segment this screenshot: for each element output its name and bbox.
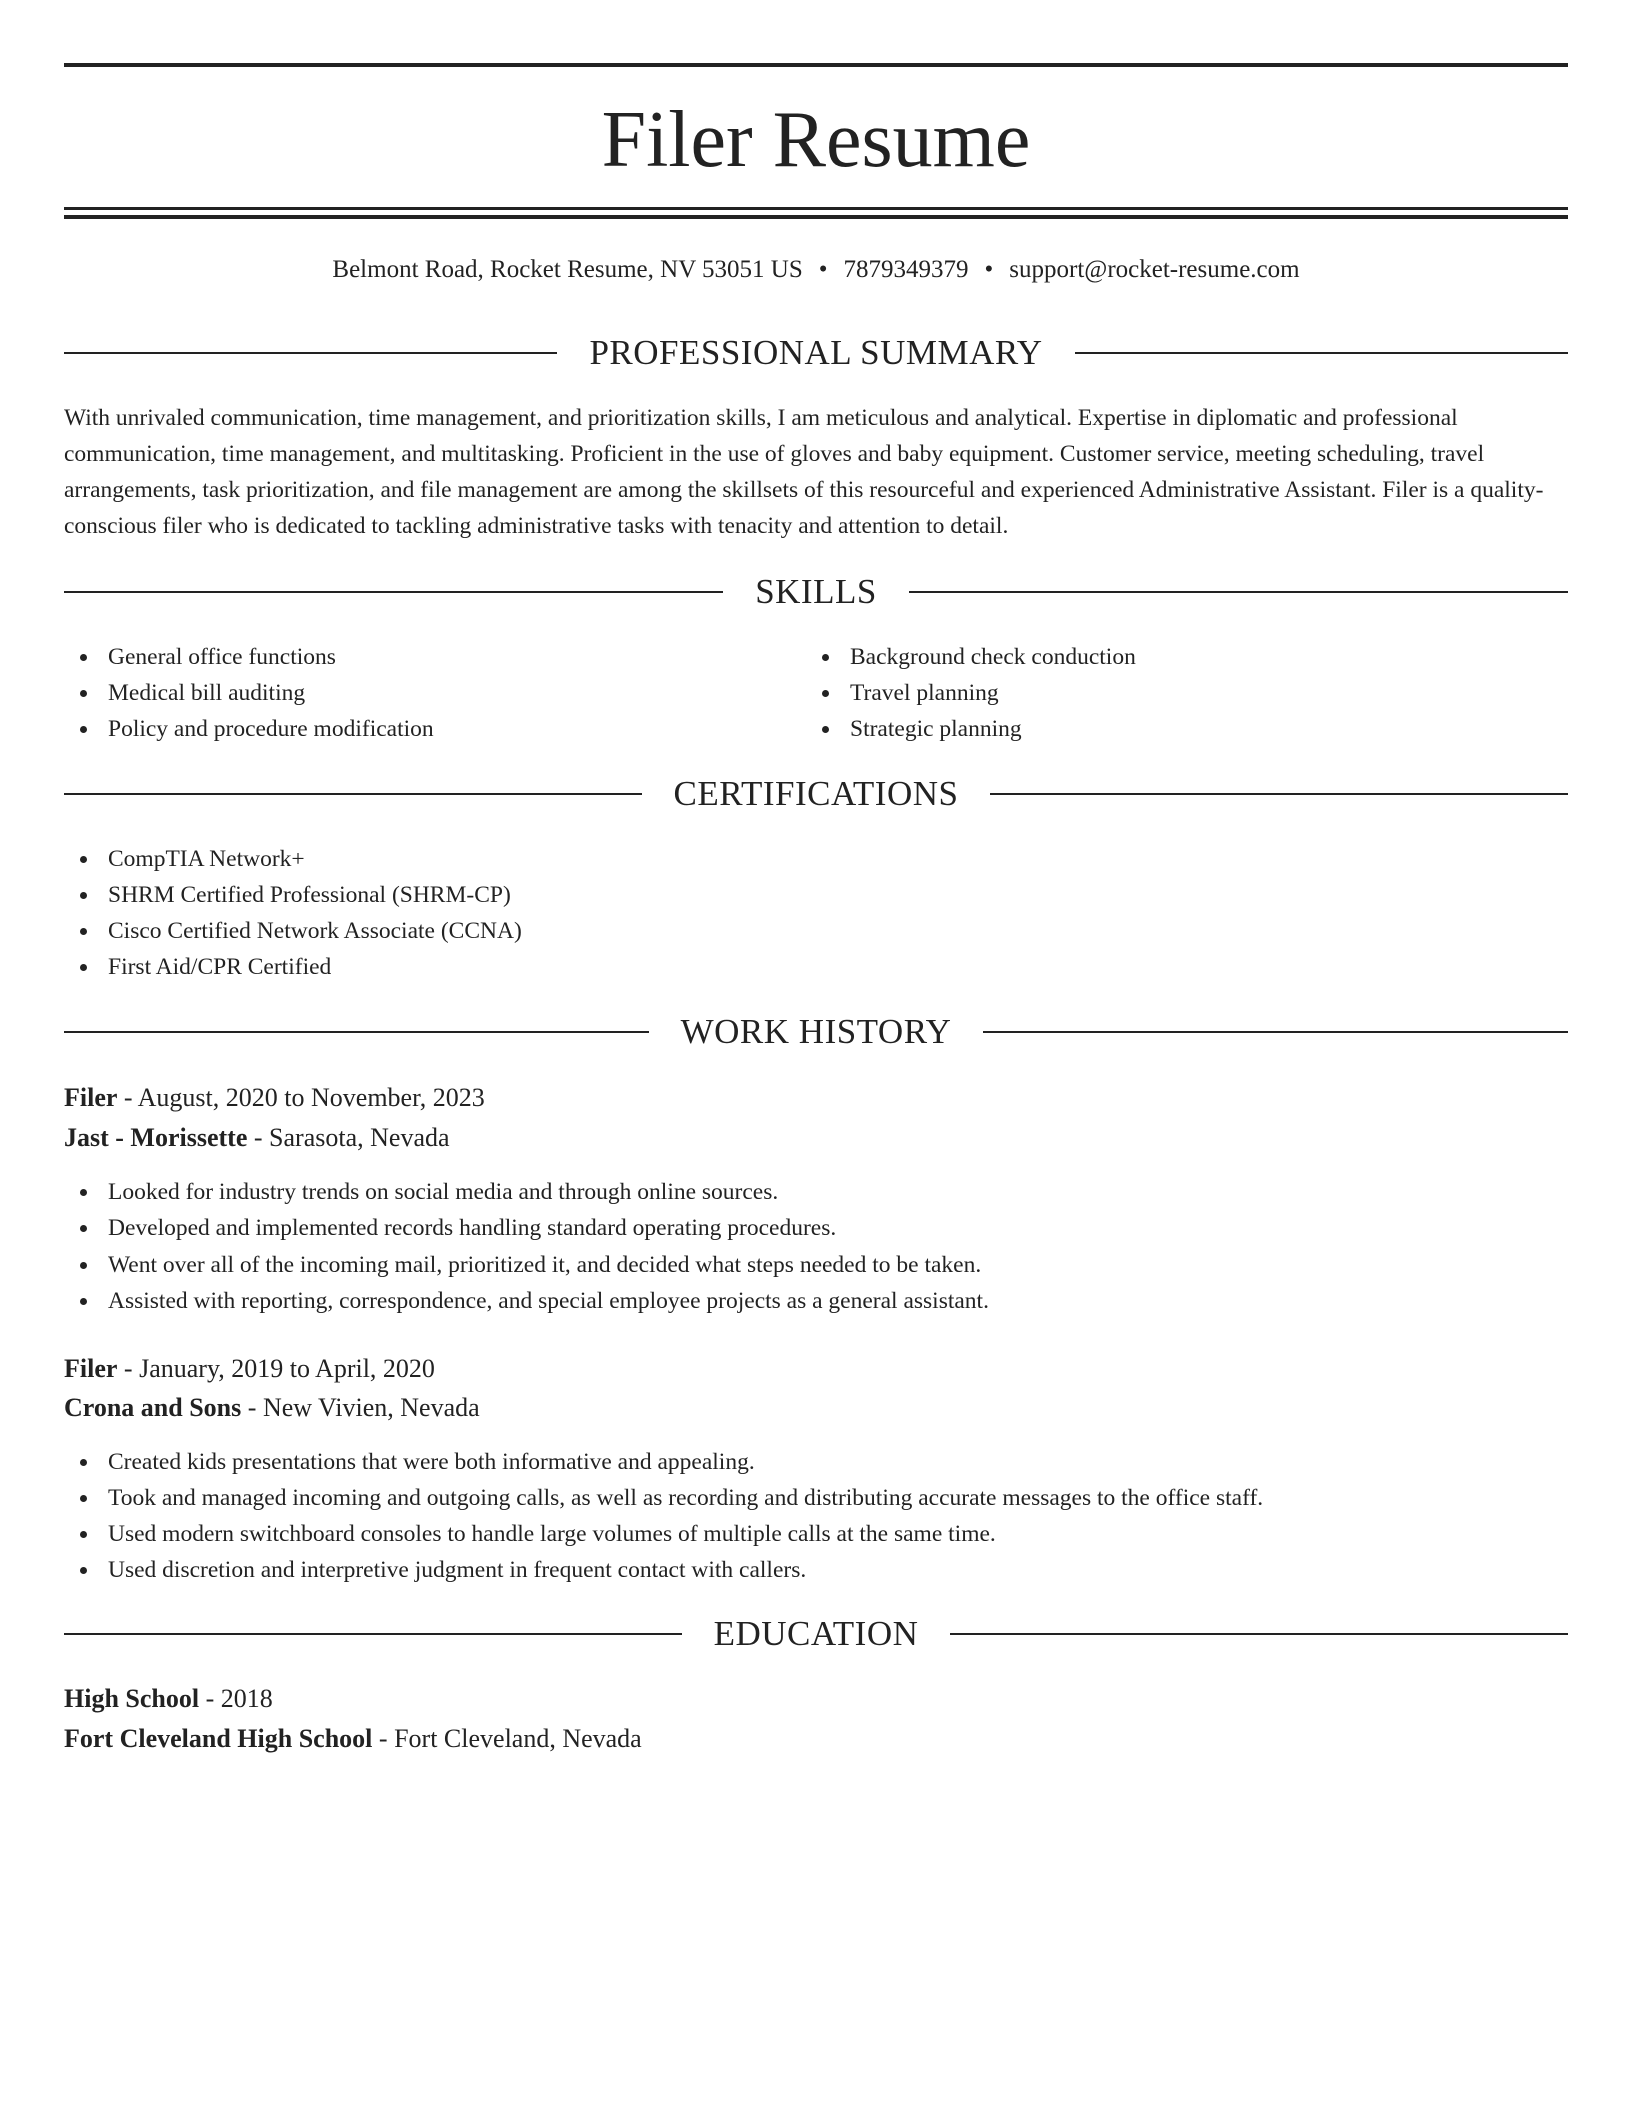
certification-item: Cisco Certified Network Associate (CCNA) <box>64 913 1568 949</box>
top-rule <box>64 63 1568 67</box>
education-school-line <box>64 1720 1568 1758</box>
certification-item: SHRM Certified Professional (SHRM-CP) <box>64 877 1568 913</box>
certification-item: First Aid/CPR Certified <box>64 949 1568 985</box>
contact-line <box>64 252 1568 288</box>
title-double-rule <box>64 207 1568 219</box>
skills-heading-text: SKILLS <box>755 572 877 611</box>
certifications-heading-text: CERTIFICATIONS <box>673 774 959 813</box>
education-heading <box>64 1612 1568 1656</box>
skill-item: Background check conduction <box>806 639 1526 675</box>
job-bullet: Used modern switchboard consoles to handle large volumes of multiple calls at the same time. <box>64 1516 1568 1552</box>
job-title-line <box>64 1079 1568 1117</box>
education-year: 2018 <box>220 1684 273 1713</box>
job-location: Sarasota, Nevada <box>269 1123 450 1152</box>
skill-item: Strategic planning <box>806 711 1526 747</box>
contact-address: Belmont Road, Rocket Resume, NV 53051 US <box>332 256 803 283</box>
contact-separator: • <box>984 256 994 283</box>
skill-item: General office functions <box>64 639 784 675</box>
certifications-list <box>64 841 1568 985</box>
job-bullet: Created kids presentations that were both informative and appealing. <box>64 1444 1568 1480</box>
summary-heading-text: PROFESSIONAL SUMMARY <box>589 333 1043 372</box>
skills-list-left <box>64 639 784 747</box>
job-location: New Vivien, Nevada <box>262 1393 480 1422</box>
job-bullet: Went over all of the incoming mail, prioritized it, and decided what steps needed to be taken. <box>64 1247 1568 1283</box>
dash-separator: - <box>241 1393 263 1422</box>
certifications-heading <box>64 772 1568 816</box>
job-bullet: Took and managed incoming and outgoing calls, as well as recording and distributing accurate messages to the office staff. <box>64 1480 1568 1516</box>
dash-separator: - <box>247 1123 270 1152</box>
summary-text: With unrivaled communication, time management, and prioritization skills, I am meticulous and analytical. Expertise in diplomatic and professional communication, time management, and multitasking. Proficient in the use of gloves and baby equipment. Customer service, meeting scheduling, travel arrangements, task prioritization, and file management are among the skillsets of this resourceful and experienced Administrative Assistant. Filer is a quality-conscious filer who is dedicated to tackling administrative tasks with tenacity and attention to detail. <box>64 405 1544 539</box>
education-degree: High School <box>64 1684 200 1713</box>
skills-list-right <box>806 639 1526 747</box>
contact-email: support@rocket-resume.com <box>1009 256 1300 283</box>
certification-item: CompTIA Network+ <box>64 841 1568 877</box>
education-location: Fort Cleveland, Nevada <box>394 1724 642 1753</box>
job-bullet: Assisted with reporting, correspondence, and special employee projects as a general assistant. <box>64 1283 1568 1319</box>
job-company: Jast - Morissette <box>64 1123 248 1152</box>
education-school: Fort Cleveland High School <box>64 1724 373 1753</box>
dash-separator: - <box>199 1684 221 1713</box>
resume-name: Filer Resume <box>601 96 1031 184</box>
job-title-line <box>64 1350 1568 1388</box>
job-company-line <box>64 1119 1568 1157</box>
job-title: Filer <box>64 1354 118 1383</box>
job-company: Crona and Sons <box>64 1393 242 1422</box>
skills-heading <box>64 570 1568 614</box>
job-title: Filer <box>64 1083 118 1112</box>
job-bullet: Used discretion and interpretive judgment in frequent contact with callers. <box>64 1552 1568 1588</box>
dash-separator: - <box>117 1083 138 1112</box>
dash-separator: - <box>117 1354 140 1383</box>
job-dates: August, 2020 to November, 2023 <box>137 1083 485 1112</box>
contact-phone: 7879349379 <box>843 256 969 283</box>
work-heading-text: WORK HISTORY <box>680 1012 952 1051</box>
job-bullet: Developed and implemented records handling standard operating procedures. <box>64 1210 1568 1246</box>
education-degree-line <box>64 1680 1568 1718</box>
job-dates: January, 2019 to April, 2020 <box>139 1354 435 1383</box>
skill-item: Medical bill auditing <box>64 675 784 711</box>
education-heading-text: EDUCATION <box>713 1614 919 1653</box>
skill-item: Travel planning <box>806 675 1526 711</box>
work-heading <box>64 1010 1568 1054</box>
contact-separator: • <box>818 256 828 283</box>
job-bullet: Looked for industry trends on social media and through online sources. <box>64 1174 1568 1210</box>
job-bullets <box>64 1444 1568 1588</box>
job-bullets <box>64 1174 1568 1319</box>
job-company-line <box>64 1389 1568 1427</box>
summary-heading <box>64 331 1568 375</box>
dash-separator: - <box>372 1724 395 1753</box>
skill-item: Policy and procedure modification <box>64 711 784 747</box>
